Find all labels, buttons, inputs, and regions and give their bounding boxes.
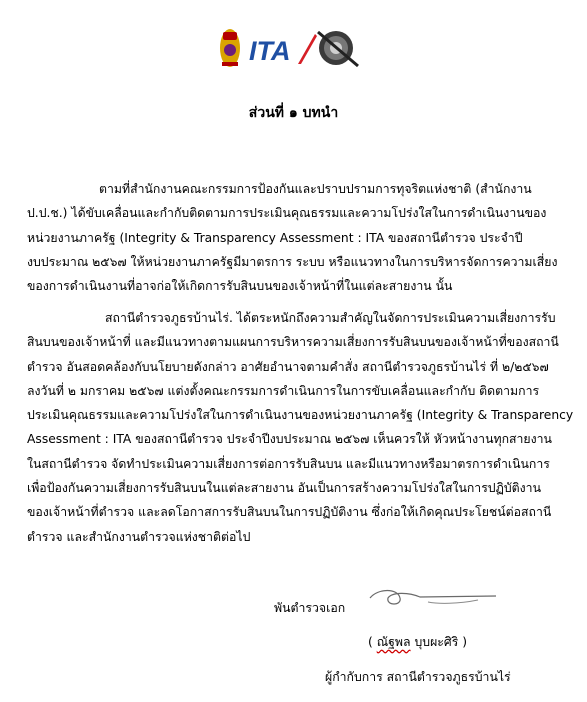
text-line: ป.ป.ช.) ได้ขับเคลื่อนและกำกับติดตามการประเมินคุณธรรมและความโปร่งใสในการดำเนินงานของ [27, 206, 547, 221]
text-line: งบประมาณ ๒๕๖๗ ให้หน่วยงานภาครัฐมีมาตรการ ระบบ หรือแนวทางในการบริหารจัดการความเสี่ยง [27, 254, 558, 269]
text-line: ประเมินคุณธรรมและความโปร่งใสในการดำเนินงานของหน่วยงานภาครัฐ (Integrity & Transparency [27, 408, 574, 423]
paragraph-body [27, 306, 574, 549]
header-logos [218, 26, 360, 70]
name-rest: บุบผะศิริ ) [410, 635, 468, 649]
signatory-rank: พันตำรวจเอก [274, 601, 346, 615]
handwritten-signature [368, 584, 498, 610]
text-line: ลงวันที่ ๒ มกราคม ๒๕๖๗ แต่งตั้งคณะกรรมการดำเนินการในการขับเคลื่อนและกำกับ ติดตามการ [27, 383, 540, 398]
name-first: ณัฐพล [376, 635, 411, 649]
text-line: เพื่อป้องกันความเสี่ยงการรับสินบนในแต่ละสายงาน อันเป็นการสร้างความโปร่งใสในการปฏิบัติงาน [27, 481, 541, 496]
signatory-position: ผู้กำกับการ สถานีตำรวจภูธรบ้านไร่ [325, 670, 511, 684]
paragraph-intro [27, 177, 558, 298]
text-line: สินบนของเจ้าหน้าที่ และมีแนวทางตามแผนการบริหารความเสี่ยงการรับสินบนของเจ้าหน้าที่ของสถานี [27, 335, 559, 350]
text-line: ของเจ้าหน้าที่ตำรวจ และลดโอกาสการรับสินบนในการปฏิบัติงาน ซึ่งก่อให้เกิดคุณประโยชน์ต่อสถานี [27, 505, 552, 520]
institution-seal-icon [318, 31, 358, 66]
text-line: หน่วยงานภาครัฐ (Integrity & Transparency Assessment : ITA ของสถานีตำรวจ ประจำปี [27, 230, 523, 245]
text-line: ตามที่สำนักงานคณะกรรมการป้องกันและปราบปรามการทุจริตแห่งชาติ (สำนักงาน [99, 182, 532, 196]
ita-logo [249, 34, 317, 66]
text-line: ตำรวจ และสำนักงานตำรวจแห่งชาติต่อไป [27, 529, 251, 544]
police-emblem-icon [220, 29, 240, 67]
section-heading: ส่วนที่ ๑ บทนำ [248, 105, 339, 121]
text-line: Assessment : ITA ของสถานีตำรวจ ประจำปีงบประมาณ ๒๕๖๗ เห็นควรให้ หัวหน้างานทุกสายงาน [27, 432, 552, 447]
name-open-paren: ( [368, 635, 377, 649]
text-line: ตำรวจ อันสอดคล้องกับนโยบายดังกล่าว อาศัยอำนาจตามคำสั่ง สถานีตำรวจภูธรบ้านไร่ ที่ ๒/๒๕๖๗ [27, 359, 549, 374]
svg-text:ITA: ITA [249, 36, 291, 66]
text-line: ของการดำเนินงานที่อาจก่อให้เกิดการรับสินบนของเจ้าหน้าที่ในแต่ละสายงาน นั้น [27, 279, 453, 294]
text-line: ในสถานีตำรวจ จัดทำประเมินความเสี่ยงการต่อการรับสินบน และมีแนวทางหรือมาตรการดำเนินการ [27, 456, 550, 471]
signatory-name [368, 633, 467, 652]
text-line: สถานีตำรวจภูธรบ้านไร่. ได้ตระหนักถึงความสำคัญในจัดการประเมินความเสี่ยงการรับ [105, 311, 556, 325]
